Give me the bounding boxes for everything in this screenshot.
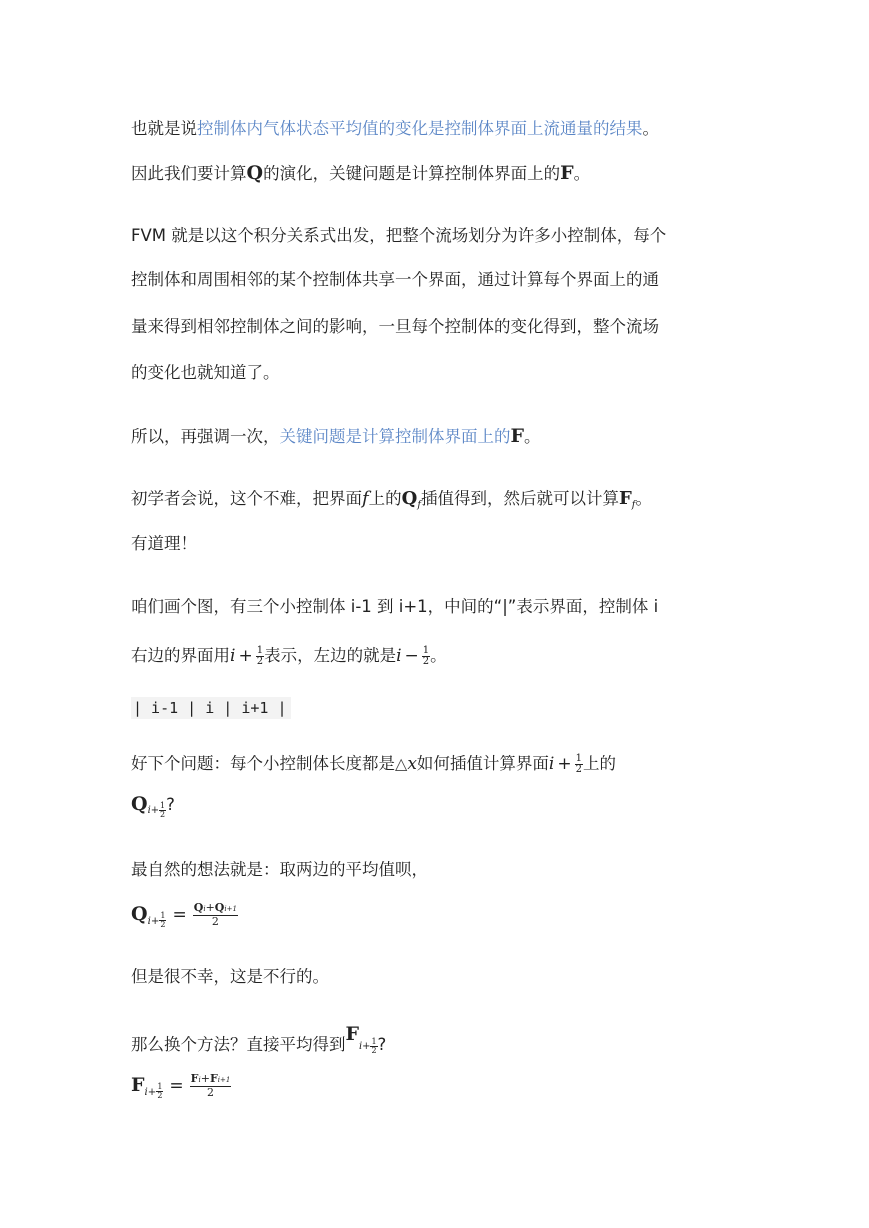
math-F: F [190,1072,199,1085]
text: 所以，再强调一次， [131,427,280,446]
math-f: f [362,488,369,509]
math-Q: Q [131,793,148,815]
fraction-numerator: 1 [422,645,430,656]
text: 表示，左边的就是 [264,646,397,665]
fraction-denominator: 2 [157,1091,163,1101]
text: 初学者会说，这个不难，把界面 [131,489,362,508]
math-F: F [619,488,632,509]
math-plus: + [362,1041,371,1053]
text: ? [166,795,175,814]
paragraph-4-line-1 [131,488,652,516]
text: 也就是说 [131,119,197,138]
math-Q: Q [214,901,225,914]
math-F: F [560,162,574,184]
math-equals: = [172,905,187,925]
code-block: | i-1 | i | i+1 | [131,697,291,719]
math-i: i [230,646,236,666]
text: 。 [635,489,652,508]
paragraph-2-line-2: 控制体和周围相邻的某个控制体共享一个界面，通过计算每个界面上的通 [131,270,659,289]
math-subscript-i-plus-1: i+1 [217,1076,231,1084]
text: 因此我们要计算 [131,164,247,183]
fraction-numerator: 1 [160,911,166,921]
paragraph-2-line-3: 量来得到相邻控制体之间的影响，一旦每个控制体的变化得到，整个流场 [131,317,659,336]
math-Q: Q [131,903,148,925]
math-subscript-i: i [144,1086,148,1098]
fraction-one-half [422,646,430,667]
math-plus: + [150,805,160,817]
paragraph-8: 但是很不幸，这是不行的。 [131,967,329,986]
math-plus: + [205,901,215,914]
text: 那么换个方法？直接平均得到 [131,1035,346,1054]
fraction-one-half [256,646,264,667]
paragraph-5-line-2 [131,645,447,667]
math-plus: + [238,646,253,666]
fraction-numerator: 1 [160,801,166,811]
math-plus: + [150,915,160,927]
math-F: F [345,1023,359,1045]
fraction-denominator: 2 [422,656,430,667]
text: 。 [573,164,591,183]
paragraph-1-line-1 [131,118,659,140]
fraction-denominator: 2 [371,1046,377,1056]
fraction-one-half [575,754,583,775]
text: 。 [430,646,447,665]
math-subscript: f [417,499,422,511]
paragraph-9-line-1 [131,1023,387,1062]
fraction-numerator: 1 [371,1037,377,1047]
text: 。 [524,427,541,446]
paragraph-7-line-1: 最自然的想法就是：取两边的平均值呗， [131,860,428,879]
paragraph-1-line-2 [131,162,590,185]
fraction-numerator: 1 [575,753,582,764]
paragraph-4-line-2: 有道理！ [131,534,197,553]
text: 如何插值计算界面 [416,754,549,773]
paragraph-2-line-1: FVM 就是以这个积分关系式出发，把整个流场划分为许多小控制体，每个 [131,226,667,245]
text: ? [377,1035,387,1054]
math-Q: Q [401,488,418,509]
math-subscript: f [631,499,636,511]
equation-f-average [131,1073,231,1104]
math-F: F [209,1072,218,1085]
fraction-denominator: 2 [256,656,264,667]
math-F: F [510,425,524,447]
math-Q: Q [246,162,264,184]
math-minus: − [404,646,419,666]
fraction-numerator: 1 [157,1082,163,1092]
highlight-text: 关键问题是计算控制体界面上的 [279,427,511,446]
fraction-q-average [193,902,238,928]
equation-q-average [131,902,238,933]
paragraph-2-line-4: 的变化也就知道了。 [131,363,280,382]
text: 右边的界面用 [131,646,230,665]
fraction-denominator: 2 [160,810,166,820]
math-subscript-i: i [359,1041,363,1053]
paragraph-5-line-1: 咱们画个图，有三个小控制体 i-1 到 i+1，中间的“|”表示界面，控制体 i [131,597,659,616]
math-plus: + [147,1086,157,1098]
math-F: F [131,1074,145,1096]
text: 。 [642,119,659,138]
paragraph-6-line-2 [131,793,175,822]
paragraph-6-line-1 [131,753,616,775]
fraction-f-average [190,1073,232,1099]
math-x: x [407,754,417,774]
paragraph-3 [131,425,541,448]
text: 好下个问题：每个小控制体长度都是 [131,754,395,773]
fraction-denominator: 2 [211,915,219,928]
text: 上的 [582,754,616,773]
math-i: i [548,754,555,774]
math-subscript-i-plus-1: i+1 [224,905,237,913]
math-subscript-i: i [203,905,206,913]
math-plus: + [200,1072,210,1085]
math-subscript-i: i [147,915,151,927]
fraction-denominator: 2 [160,920,166,930]
text: 的演化，关键问题是计算控制体界面上的 [263,164,561,183]
math-i: i [396,646,402,666]
math-Q: Q [193,901,204,914]
fraction-denominator: 2 [575,764,582,775]
highlight-text: 控制体内气体状态平均值的变化是控制体界面上流通量的结果 [197,119,643,138]
fraction-numerator: 1 [256,645,264,656]
text: 上的 [368,489,402,508]
math-plus: + [557,754,572,774]
math-equals: = [169,1076,184,1096]
fraction-denominator: 2 [206,1086,214,1099]
math-subscript-i: i [147,805,151,817]
delta-symbol: △ [395,754,408,773]
math-subscript-i: i [198,1076,201,1084]
fraction-one-half [370,1038,377,1055]
text: 插值得到，然后就可以计算 [421,489,620,508]
